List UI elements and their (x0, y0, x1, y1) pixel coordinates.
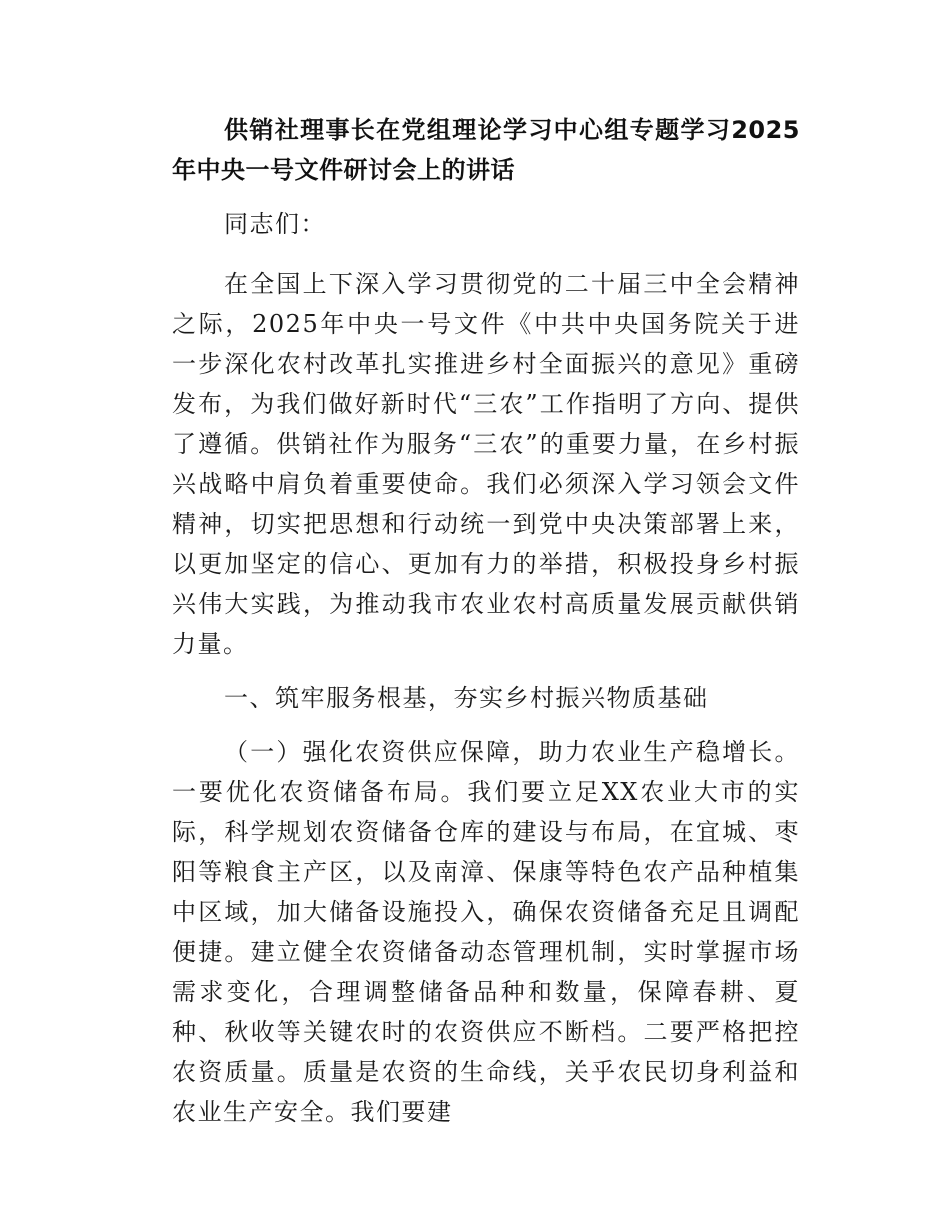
paragraph-section-1-1: （一）强化农资供应保障，助力农业生产稳增长。一要优化农资储备布局。我们要立足XX农业大市的实际，科学规划农资储备仓库的建设与布局，在宜城、枣阳等粮食主产区，以及南漳、保康等特色农产品种植集中区域，加大储备设施投入，确保农资储备充足且调配便捷。建立健全农资储备动态管理机制，实时掌握市场需求变化，合理调整储备品种和数量，保障春耕、夏种、秋收等关键农时的农资供应不断档。二要严格把控农资质量。质量是农资的生命线，关乎农民切身利益和农业生产安全。我们要建 (172, 738, 800, 1126)
greeting: 同志们： (224, 210, 326, 238)
section-heading-1: 一、筑牢服务根基，夯实乡村振兴物质基础 (224, 684, 709, 712)
document-body (172, 110, 800, 1146)
document-title: 供销社理事长在党组理论学习中心组专题学习2025年中央一号文件研讨会上的讲话 (172, 116, 800, 184)
paragraph-intro: 在全国上下深入学习贯彻党的二十届三中全会精神之际，2025年中央一号文件《中共中央国务院关于进一步深化农村改革扎实推进乡村全面振兴的意见》重磅发布，为我们做好新时代“三农”工作指明了方向、提供了遵循。供销社作为服务“三农”的重要力量，在乡村振兴战略中肩负着重要使命。我们必须深入学习领会文件精神，切实把思想和行动统一到党中央决策部署上来，以更加坚定的信心、更加有力的举措，积极投身乡村振兴伟大实践，为推动我市农业农村高质量发展贡献供销力量。 (172, 270, 800, 658)
